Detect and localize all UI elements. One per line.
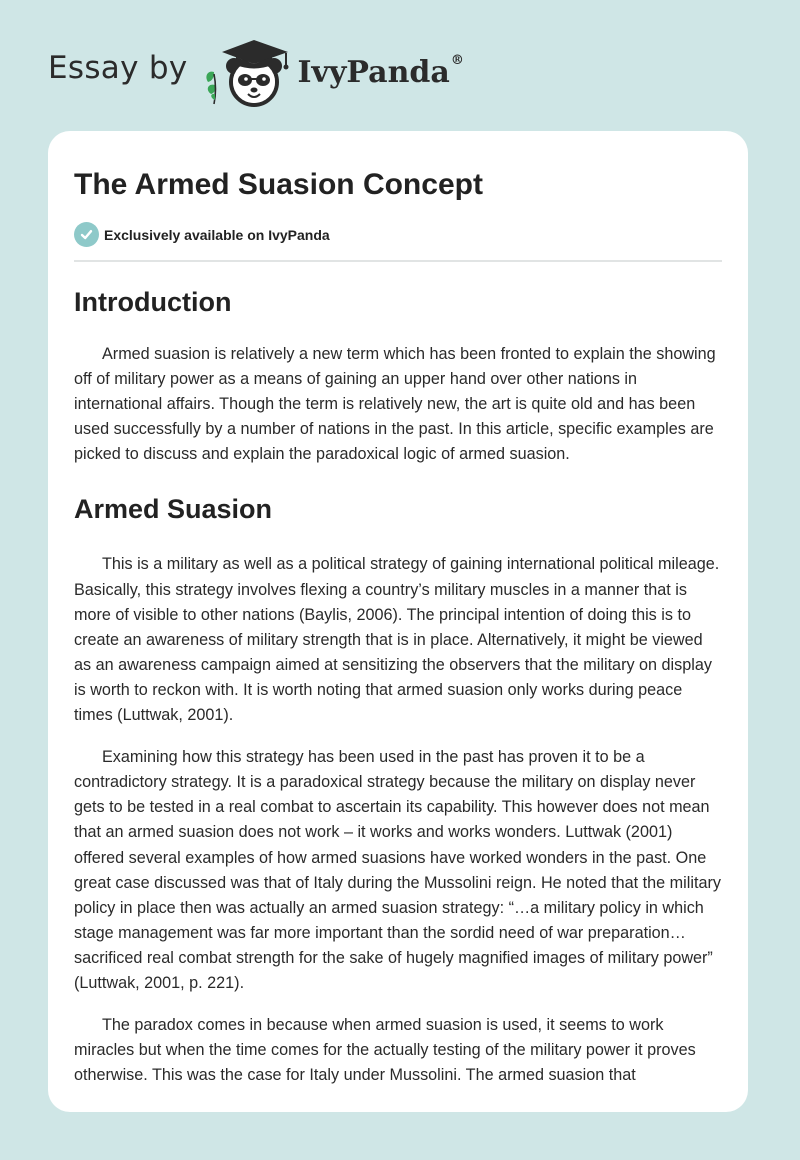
page-title: The Armed Suasion Concept <box>74 168 483 201</box>
registered-mark: ® <box>450 52 464 68</box>
brand-name[interactable] <box>297 52 464 90</box>
paragraph: Examining how this strategy has been used in the past has proven it to be a contradictory strategy. It is a paradoxical strategy because the military on display never gets to be tested in a real combat to ascertain its capability. This however does not mean that an armed suasion does not work – it works and works wonders. Luttwak (2001) offered several examples of how armed suasions have worked wonders in the past. One great case discussed was that of Italy during the Mussolini reign. He noted that the military policy in place then was actually an armed suasion strategy: “…a military policy in which stage management was far more important than the sordid need of war preparation…sacrificed real combat strength for the sake of hugely magnified images of military power” (Luttwak, 2001, p. 221). <box>74 748 721 992</box>
divider <box>74 260 722 262</box>
ivypanda-logo-icon[interactable] <box>202 30 294 110</box>
exclusive-badge <box>74 222 722 247</box>
paragraph: This is a military as well as a political strategy of gaining international political mileage. Basically, this strategy involves flexing a country’s military muscles in a manner that is more of visible to other nations (Baylis, 2006). The principal intention of doing this is to create an awareness of military strength that is in place. Alternatively, it might be viewed as an awareness campaign aimed at sensitizing the observers that the military on display is worth to reckon with. It is worth noting that armed suasion only works during peace times (Luttwak, 2001). <box>74 555 720 725</box>
section-heading-introduction: Introduction <box>74 287 232 317</box>
brand-text: IvyPanda <box>297 54 450 90</box>
section-heading-armed-suasion: Armed Suasion <box>74 494 273 525</box>
site-header <box>48 30 464 110</box>
essay-card <box>48 131 748 1112</box>
paragraph: The paradox comes in because when armed suasion is used, it seems to work miracles but when the time comes for the actually testing of the military power it proves otherwise. This was the case for Italy under Mussolini. The armed suasion that <box>74 1016 696 1085</box>
check-icon <box>74 222 99 247</box>
paragraph: Armed suasion is relatively a new term which has been fronted to explain the showing off of military power as a means of gaining an upper hand over other nations in international affairs. Though the term is relatively new, the art is quite old and has been used successfully by a number of nations in the past. In this article, specific examples are picked to discuss and explain the paradoxical logic of armed suasion. <box>74 345 716 464</box>
exclusive-label: Exclusively available on IvyPanda <box>104 226 330 243</box>
essay-by-label: Essay by <box>48 50 188 86</box>
